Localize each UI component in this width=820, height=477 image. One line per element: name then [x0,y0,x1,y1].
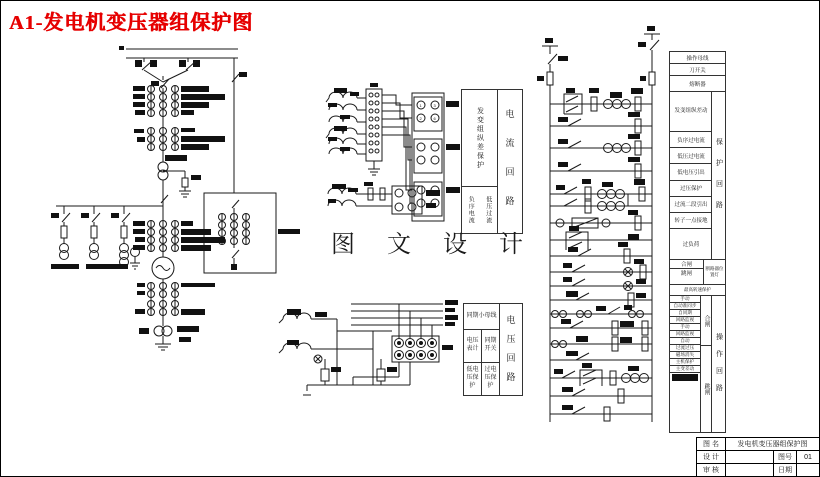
ladder-rung [550,134,652,155]
neg-seq-label: 负序电流 [467,196,474,224]
sync-bus-label: 同期小母线 [464,304,499,330]
legend-row: 低电压引出 [670,164,712,180]
legend-row: 自同期 [670,310,700,317]
designer-label: 设 计 [697,451,726,463]
pt-secondary-windings [279,309,327,363]
grounding-transformer [139,326,199,350]
ladder-rung [550,363,652,386]
date-value [797,464,819,476]
protection-panel-label: 发变组纵差保护 [476,106,484,170]
svg-text:6: 6 [433,116,436,121]
current-circuit-label: 电流回路 [504,108,515,225]
legend-row: 低压过电流 [670,148,712,164]
instrument-rung [550,305,652,318]
voltage-circuit-table [463,303,523,396]
drawing-name-label: 图 名 [697,438,726,450]
voltage-meter-label: 电压表计 [464,330,482,362]
svg-text:1: 1 [419,103,422,108]
legend-row: 发变组纵差动 [670,92,712,132]
lamp-rung [550,277,652,291]
current-circuit-table [461,89,523,234]
voltage-test-block [392,336,453,362]
legend-row: 主变差动 [670,366,700,373]
auditor-value [726,464,774,476]
pt-branch [81,206,100,260]
legend-row: 操作母线 [670,52,725,64]
operation-circuit-side-label: 操作回路 [711,296,725,432]
ct-secondary-windings [326,88,359,154]
legend-row: 自动 [670,338,700,345]
ladder-rung [550,112,652,133]
legend-row: 过负荷 [682,241,700,248]
transformer-symbol [158,162,201,197]
terminal-strip [366,83,382,175]
voltage-wiring [303,319,410,395]
drawing-title: A1-发电机变压器组保护图 [9,12,254,34]
ladder-rung [550,319,652,335]
current-circuit-diagram [326,86,462,236]
protection-section [670,92,725,260]
ladder-rung [550,387,652,403]
legend-row: 手动 [670,324,700,331]
voltage-circuit-label: 电压回路 [505,314,516,391]
date-label: 日期 [774,464,797,476]
synchroscope-rung [550,210,652,230]
ct-group [133,206,225,257]
low-volt-oc-label: 低压过流 [484,196,491,224]
legend-row: 手动 [670,296,700,303]
instrument-rung [550,336,652,351]
breaker-switch-section [670,260,725,285]
breaker-position-lamp-label: 断路器位置灯 [703,260,725,284]
legend-row: 过压保护 [670,181,712,197]
legend-row: 过流过压 [670,345,700,352]
ct-group [135,279,215,326]
legend-row: 自动准同步 [670,303,700,310]
operation-section [670,296,725,432]
legend-row: 磁场消失 [670,352,700,359]
watermark-text: 图 文 设 计 [331,232,536,258]
legend-row: 负序过电流 [670,132,712,148]
drawing-number-label: 图号 [774,451,797,463]
dc-ladder-diagram [536,26,668,438]
close-group-label: 合闸 [701,296,712,346]
auditor-label: 审 核 [697,464,726,476]
legend-row: 刀开关 [670,64,725,76]
protection-circuit-side-label: 保护回路 [711,92,725,259]
svg-text:2: 2 [419,116,422,121]
sync-switch-label: 同期开关 [484,338,497,352]
generator-symbol [152,257,174,279]
busbar [119,46,238,58]
ladder-rung [550,88,652,114]
drawing-name-value: 发电机变压器组保护图 [737,441,808,448]
lamp-rung [550,259,652,279]
breaker-branch [163,58,200,82]
ct-group [133,85,225,117]
breaker-branch [135,58,163,82]
low-voltage-label: 低电压保护 [464,363,482,395]
over-voltage-label: 过电压保护 [484,367,497,389]
ct-group [134,127,225,151]
legend-row: 主机保护 [670,359,700,366]
ladder-rung [550,351,652,360]
legend-row: 过流二段引出 [670,197,712,213]
ladder-rung [550,405,652,421]
legend-row: 合闸 [670,260,703,269]
sync-bus-lines [351,300,458,326]
pt-branch [51,206,70,260]
legend-row: 转子一点接地 [670,213,712,229]
trip-group-label: 跳闸 [703,383,709,396]
voltage-circuit-diagram [277,297,463,401]
ladder-rung [550,157,652,178]
title-block [696,437,820,477]
legend-row: 熔断器 [670,76,725,92]
ladder-rung [550,291,652,307]
legend-row: 回路监视 [670,317,700,324]
relay-block [412,93,460,221]
legend-row: 最高转速保护 [670,285,725,296]
legend-black-bar [672,374,698,381]
legend-row: 回路监视 [670,331,700,338]
function-legend-table [669,51,726,433]
drawing-number-value: 01 [804,453,812,461]
legend-row: 跳闸 [680,271,692,277]
designer-value [726,451,774,463]
svg-text:3: 3 [433,103,436,108]
